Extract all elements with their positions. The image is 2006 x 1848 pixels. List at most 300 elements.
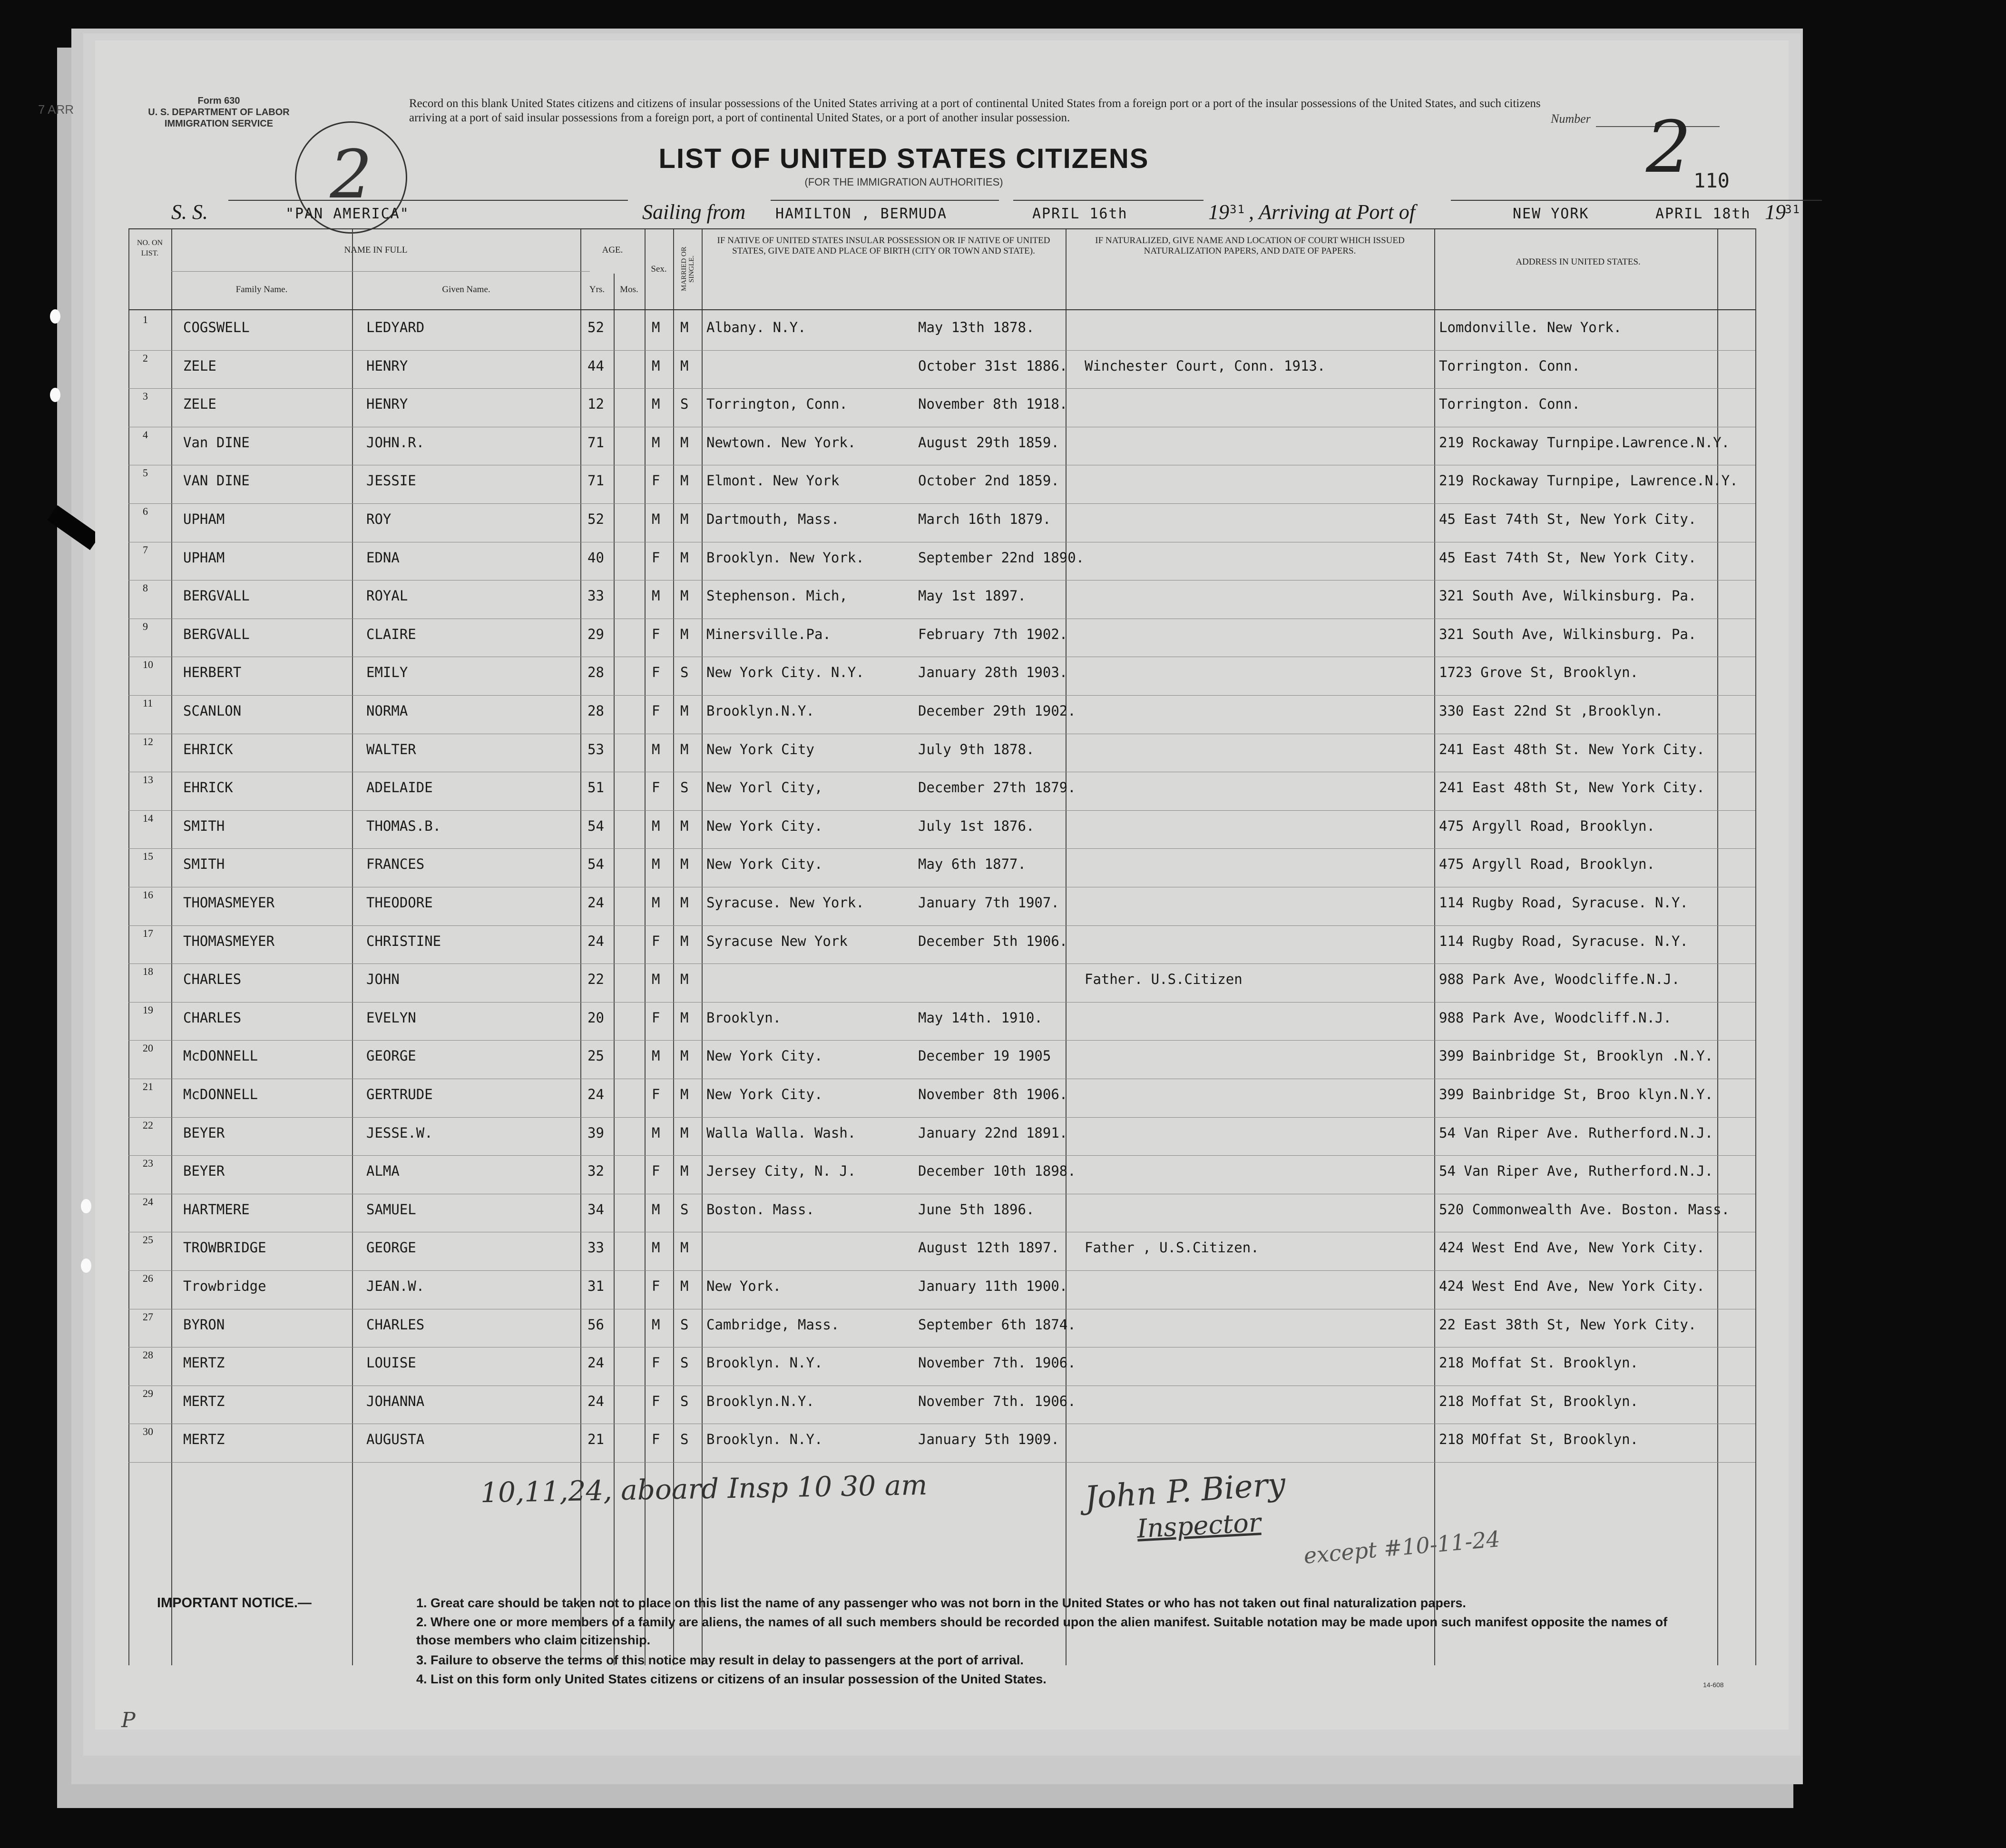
marital-status: M <box>680 895 689 911</box>
sex: F <box>652 933 660 949</box>
given-name: GEORGE <box>366 1048 416 1064</box>
birth-place: Brooklyn. <box>706 1009 782 1026</box>
given-name: AUGUSTA <box>366 1431 425 1448</box>
birth-place: New York City. N.Y. <box>706 664 864 681</box>
given-name: GEORGE <box>366 1239 416 1256</box>
table-row <box>128 580 1755 618</box>
table-top-rule <box>128 228 1755 229</box>
birth-date: December 10th 1898. <box>918 1163 1076 1180</box>
circled-mark: 2 <box>295 121 407 234</box>
sex: F <box>652 1009 660 1026</box>
birth-place: Stephenson. Mich, <box>706 588 848 604</box>
sex: F <box>652 1431 660 1448</box>
birth-place: Syracuse. New York. <box>706 895 864 911</box>
row-number: 3 <box>143 390 148 403</box>
given-name: JEAN.W. <box>366 1278 425 1294</box>
marital-status: M <box>680 817 689 834</box>
marital-status: M <box>680 511 689 527</box>
ss-label: S. S. <box>171 200 208 224</box>
marital-status: M <box>680 971 689 988</box>
punch-hole <box>81 1258 91 1273</box>
table-row <box>128 1232 1755 1270</box>
row-number: 10 <box>143 659 153 671</box>
sex: F <box>652 664 660 681</box>
col-header-given: Given Name. <box>442 285 490 295</box>
sailing-year-prefix: 19 <box>1208 200 1229 224</box>
marital-status: S <box>680 1431 689 1448</box>
sex: F <box>652 779 660 796</box>
family-name: COGSWELL <box>183 319 250 335</box>
birth-date: January 7th 1907. <box>918 895 1059 911</box>
given-name: HENRY <box>366 396 408 413</box>
table-row <box>128 1347 1755 1385</box>
family-name: BEYER <box>183 1124 225 1141</box>
birth-place: Brooklyn.N.Y. <box>706 703 814 719</box>
col-header-family: Family Name. <box>235 285 288 295</box>
age-years: 33 <box>587 1239 604 1256</box>
table-row <box>128 848 1755 886</box>
header-sub-rule <box>171 271 590 272</box>
address: 321 South Ave, Wilkinsburg. Pa. <box>1439 588 1697 604</box>
address: 988 Park Ave, Woodcliff.N.J. <box>1439 1009 1672 1026</box>
row-number: 25 <box>143 1234 153 1246</box>
family-name: SMITH <box>183 817 225 834</box>
col-header-age: AGE. <box>602 245 623 255</box>
given-name: SAMUEL <box>366 1201 416 1218</box>
sex: M <box>652 741 660 757</box>
table-row <box>128 1002 1755 1040</box>
marital-status: M <box>680 741 689 757</box>
table-row <box>128 1117 1755 1155</box>
family-name: HERBERT <box>183 664 242 681</box>
marital-status: M <box>680 434 689 451</box>
header-bottom-rule <box>128 309 1755 310</box>
family-name: ZELE <box>183 357 216 374</box>
age-years: 28 <box>587 664 604 681</box>
sailing-year: 31 <box>1230 203 1245 216</box>
notice-item-4: 4. List on this form only United States citizens or citizens of an insular possession of the United States. <box>416 1672 1047 1686</box>
marital-status: S <box>680 396 689 413</box>
sex: F <box>652 626 660 642</box>
marital-status: S <box>680 664 689 681</box>
row-number: 18 <box>143 965 153 978</box>
birth-date: July 9th 1878. <box>918 741 1035 757</box>
marital-status: M <box>680 1239 689 1256</box>
birth-date: January 22nd 1891. <box>918 1124 1068 1141</box>
form-header <box>147 95 290 129</box>
voyage-line <box>171 200 1801 228</box>
age-years: 51 <box>587 779 604 796</box>
age-years: 39 <box>587 1124 604 1141</box>
naturalization-info: Winchester Court, Conn. 1913. <box>1085 357 1326 374</box>
sex: M <box>652 856 660 873</box>
col-header-yrs: Yrs. <box>589 285 605 295</box>
age-years: 52 <box>587 319 604 335</box>
given-name: EDNA <box>366 549 400 566</box>
row-number: 22 <box>143 1119 153 1131</box>
sex: M <box>652 357 660 374</box>
table-row <box>128 657 1755 695</box>
row-number: 20 <box>143 1042 153 1054</box>
age-years: 25 <box>587 1048 604 1064</box>
table-row <box>128 1424 1755 1462</box>
marital-status: M <box>680 856 689 873</box>
family-name: MERTZ <box>183 1431 225 1448</box>
row-number: 1 <box>143 314 148 325</box>
birth-date: June 5th 1896. <box>918 1201 1035 1218</box>
birth-place: Walla Walla. Wash. <box>706 1124 856 1141</box>
birth-place: New York. <box>706 1278 782 1294</box>
table-row <box>128 312 1755 350</box>
birth-place: Minersville.Pa. <box>706 626 831 642</box>
col-header-mos: Mos. <box>620 285 638 295</box>
given-name: ADELAIDE <box>366 779 433 796</box>
sex: F <box>652 1086 660 1102</box>
given-name: ROYAL <box>366 588 408 604</box>
birth-date: December 29th 1902. <box>918 703 1076 719</box>
table-row <box>128 503 1755 541</box>
given-name: FRANCES <box>366 856 425 873</box>
row-number: 6 <box>143 505 148 517</box>
birth-date: July 1st 1876. <box>918 817 1035 834</box>
age-years: 24 <box>587 1393 604 1409</box>
sex: F <box>652 549 660 566</box>
given-name: HENRY <box>366 357 408 374</box>
table-row <box>128 1270 1755 1308</box>
address: 520 Commonwealth Ave. Boston. Mass. <box>1439 1201 1730 1218</box>
sex: M <box>652 396 660 413</box>
given-name: JESSIE <box>366 472 416 489</box>
birth-date: January 28th 1903. <box>918 664 1068 681</box>
given-name: JOHANNA <box>366 1393 425 1409</box>
birth-place: Newtown. New York. <box>706 434 856 451</box>
family-name: UPHAM <box>183 549 225 566</box>
sex: F <box>652 472 660 489</box>
col-divider <box>1755 228 1756 1665</box>
marital-status: M <box>680 588 689 604</box>
number-label: Number <box>1551 112 1591 126</box>
birth-place: New York City <box>706 741 814 757</box>
family-name: BYRON <box>183 1316 225 1333</box>
birth-date: May 6th 1877. <box>918 856 1026 873</box>
birth-place: Dartmouth, Mass. <box>706 511 840 527</box>
form-number: Form 630 <box>197 96 240 106</box>
table-row <box>128 1079 1755 1117</box>
birth-place: New York City. <box>706 1086 823 1102</box>
arrival-port: NEW YORK <box>1513 206 1589 222</box>
birth-place: Albany. N.Y. <box>706 319 806 335</box>
age-years: 31 <box>587 1278 604 1294</box>
sex: F <box>652 703 660 719</box>
punch-hole <box>50 309 60 324</box>
marital-status: M <box>680 1009 689 1026</box>
row-number: 30 <box>143 1425 153 1438</box>
row-number: 5 <box>143 467 148 479</box>
manifest-page <box>95 40 1801 1730</box>
table-row <box>128 542 1755 580</box>
marital-status: M <box>680 1086 689 1102</box>
address: 475 Argyll Road, Brooklyn. <box>1439 856 1655 873</box>
address: 219 Rockaway Turnpipe, Lawrence.N.Y. <box>1439 472 1738 489</box>
col-header-birth: IF NATIVE OF UNITED STATES INSULAR POSSESSION OR IF NATIVE OF UNITED STATES, GIVE DATE AND PLACE OF BIRTH (CITY OR TOWN AND STATE). <box>717 236 1050 256</box>
marital-status: M <box>680 626 689 642</box>
number-value: 2 <box>1646 106 1692 189</box>
arrival-date: APRIL 18th <box>1655 206 1751 222</box>
birth-date: May 1st 1897. <box>918 588 1026 604</box>
marital-status: S <box>680 1316 689 1333</box>
given-name: JOHN.R. <box>366 434 425 451</box>
table-row <box>128 695 1755 733</box>
birth-place: Elmont. New York <box>706 472 840 489</box>
address: 988 Park Ave, Woodcliffe.N.J. <box>1439 971 1680 988</box>
table-row <box>128 1040 1755 1078</box>
row-number: 7 <box>143 543 148 556</box>
sex: F <box>652 1163 660 1180</box>
address: 330 East 22nd St ,Brooklyn. <box>1439 703 1664 719</box>
marital-status: M <box>680 1048 689 1064</box>
age-years: 24 <box>587 1086 604 1102</box>
inspector-signature: John P. Biery <box>1083 1465 1287 1516</box>
given-name: THOMAS.B. <box>366 817 441 834</box>
col-header-naturalized: IF NATURALIZED, GIVE NAME AND LOCATION OF COURT WHICH ISSUED NATURALIZATION PAPERS, AND DATE OF PAPERS. <box>1095 236 1405 256</box>
family-name: Van DINE <box>183 434 250 451</box>
row-number: 2 <box>143 352 148 364</box>
address: 45 East 74th St, New York City. <box>1439 549 1697 566</box>
age-years: 29 <box>587 626 604 642</box>
given-name: THEODORE <box>366 895 433 911</box>
family-name: VAN DINE <box>183 472 250 489</box>
margin-mark-p: P <box>121 1708 136 1732</box>
sailing-label: Sailing from <box>642 200 746 224</box>
address: 475 Argyll Road, Brooklyn. <box>1439 817 1655 834</box>
sex: M <box>652 1124 660 1141</box>
address: 241 East 48th St. New York City. <box>1439 741 1705 757</box>
table-row <box>128 772 1755 810</box>
page-subtitle: (FOR THE IMMIGRATION AUTHORITIES) <box>804 176 1003 188</box>
table-row <box>128 1155 1755 1193</box>
notice-lead: IMPORTANT NOTICE.— <box>157 1595 312 1611</box>
birth-date: August 12th 1897. <box>918 1239 1059 1256</box>
age-years: 24 <box>587 933 604 949</box>
family-name: HARTMERE <box>183 1201 250 1218</box>
age-years: 22 <box>587 971 604 988</box>
family-name: BERGVALL <box>183 588 250 604</box>
marital-status: M <box>680 357 689 374</box>
sex: M <box>652 1048 660 1064</box>
age-years: 71 <box>587 434 604 451</box>
birth-date: October 31st 1886. <box>918 357 1068 374</box>
address: 114 Rugby Road, Syracuse. N.Y. <box>1439 895 1688 911</box>
row-number: 23 <box>143 1157 153 1170</box>
given-name: EMILY <box>366 664 408 681</box>
given-name: EVELYN <box>366 1009 416 1026</box>
notice-item-1: 1. Great care should be taken not to place on this list the name of any passenger who was not born in the United States or who has not taken out final naturalization papers. <box>416 1596 1466 1610</box>
address: 45 East 74th St, New York City. <box>1439 511 1697 527</box>
given-name: JESSE.W. <box>366 1124 433 1141</box>
address: 218 Moffat St, Brooklyn. <box>1439 1393 1639 1409</box>
ship-underline <box>228 200 628 201</box>
arrival-year: 31 <box>1785 203 1801 216</box>
age-years: 12 <box>587 396 604 413</box>
birth-date: January 5th 1909. <box>918 1431 1059 1448</box>
age-years: 40 <box>587 549 604 566</box>
address: 399 Bainbridge St, Brooklyn .N.Y. <box>1439 1048 1713 1064</box>
birth-date: December 19 1905 <box>918 1048 1051 1064</box>
marital-status: M <box>680 549 689 566</box>
family-name: THOMASMEYER <box>183 895 275 911</box>
col-header-no: NO. ON LIST. <box>137 239 163 257</box>
family-name: UPHAM <box>183 511 225 527</box>
family-name: CHARLES <box>183 971 242 988</box>
col-header-name: NAME IN FULL <box>344 245 408 255</box>
birth-date: November 8th 1906. <box>918 1086 1068 1102</box>
birth-date: November 8th 1918. <box>918 396 1068 413</box>
age-years: 54 <box>587 856 604 873</box>
sailing-date: APRIL 16th <box>1032 206 1128 222</box>
birth-place: New York City. <box>706 856 823 873</box>
address: 218 MOffat St, Brooklyn. <box>1439 1431 1639 1448</box>
naturalization-info: Father. U.S.Citizen <box>1085 971 1243 988</box>
row-number: 15 <box>143 850 153 863</box>
given-name: NORMA <box>366 703 408 719</box>
family-name: MERTZ <box>183 1355 225 1371</box>
row-number: 24 <box>143 1195 153 1208</box>
row-number: 26 <box>143 1272 153 1284</box>
form-code: 14-608 <box>1703 1681 1724 1689</box>
age-years: 56 <box>587 1316 604 1333</box>
family-name: BEYER <box>183 1163 225 1180</box>
sex: M <box>652 511 660 527</box>
given-name: CHRISTINE <box>366 933 441 949</box>
table-row <box>128 810 1755 848</box>
row-number: 14 <box>143 812 153 824</box>
except-note: except #10-11-24 <box>1302 1526 1501 1569</box>
sex: M <box>652 1239 660 1256</box>
arriving-label: , Arriving at Port of <box>1249 200 1415 224</box>
birth-place: Brooklyn.N.Y. <box>706 1393 814 1409</box>
given-name: JOHN <box>366 971 400 988</box>
marital-status: M <box>680 1278 689 1294</box>
row-number: 21 <box>143 1081 153 1092</box>
family-name: EHRICK <box>183 741 233 757</box>
marital-status: S <box>680 1201 689 1218</box>
birth-place: New York City. <box>706 817 823 834</box>
naturalization-info: Father , U.S.Citizen. <box>1085 1239 1259 1256</box>
marital-status: S <box>680 1393 689 1409</box>
family-name: Trowbridge <box>183 1278 266 1294</box>
address: 321 South Ave, Wilkinsburg. Pa. <box>1439 626 1697 642</box>
arrival-year-prefix: 19 <box>1765 200 1786 224</box>
side-tab-label: 7 ARR <box>38 102 74 117</box>
family-name: EHRICK <box>183 779 233 796</box>
address: 54 Van Riper Ave. Rutherford.N.J. <box>1439 1124 1713 1141</box>
row-number: 11 <box>143 697 153 709</box>
table-row <box>128 963 1755 1002</box>
marital-status: M <box>680 933 689 949</box>
family-name: MERTZ <box>183 1393 225 1409</box>
given-name: ROY <box>366 511 391 527</box>
birth-place: Torrington, Conn. <box>706 396 848 413</box>
marital-status: M <box>680 1124 689 1141</box>
birth-date: May 13th 1878. <box>918 319 1035 335</box>
address: 114 Rugby Road, Syracuse. N.Y. <box>1439 933 1688 949</box>
age-years: 71 <box>587 472 604 489</box>
address: 399 Bainbridge St, Broo klyn.N.Y. <box>1439 1086 1713 1102</box>
sex: M <box>652 434 660 451</box>
birth-date: February 7th 1902. <box>918 626 1068 642</box>
notice-item-2: 2. Where one or more members of a family are aliens, the names of all such members should be recorded upon the alien manifest. Suitable notation may be made upon such manifest opposite the names of those members who claim citizenship. <box>416 1615 1668 1647</box>
marital-status: M <box>680 703 689 719</box>
address: Lomdonville. New York. <box>1439 319 1622 335</box>
punch-hole <box>81 1199 91 1213</box>
sex: M <box>652 895 660 911</box>
address: 424 West End Ave, New York City. <box>1439 1239 1705 1256</box>
row-number: 29 <box>143 1387 153 1399</box>
family-name: BERGVALL <box>183 626 250 642</box>
table-row <box>128 1194 1755 1232</box>
age-years: 24 <box>587 1355 604 1371</box>
row-number: 19 <box>143 1003 153 1016</box>
row-number: 16 <box>143 889 153 901</box>
age-years: 52 <box>587 511 604 527</box>
birth-date: September 6th 1874. <box>918 1316 1076 1333</box>
row-number: 13 <box>143 774 153 786</box>
table-row <box>128 1386 1755 1424</box>
marital-status: S <box>680 1355 689 1371</box>
aboard-note: 10,11,24, aboard Insp 10 30 am <box>480 1468 928 1509</box>
given-name: CHARLES <box>366 1316 425 1333</box>
address: Torrington. Conn. <box>1439 357 1580 374</box>
family-name: McDONNELL <box>183 1048 258 1064</box>
given-name: GERTRUDE <box>366 1086 433 1102</box>
row-number: 8 <box>143 582 148 594</box>
given-name: CLAIRE <box>366 626 416 642</box>
birth-date: March 16th 1879. <box>918 511 1051 527</box>
sex: M <box>652 588 660 604</box>
family-name: THOMASMEYER <box>183 933 275 949</box>
row-number: 27 <box>143 1310 153 1323</box>
given-name: LEDYARD <box>366 319 425 335</box>
family-name: CHARLES <box>183 1009 242 1026</box>
row-number: 12 <box>143 735 153 747</box>
age-years: 54 <box>587 817 604 834</box>
port-underline <box>771 200 999 201</box>
address: 219 Rockaway Turnpipe.Lawrence.N.Y. <box>1439 434 1730 451</box>
passenger-table <box>128 228 1755 1665</box>
age-years: 32 <box>587 1163 604 1180</box>
age-years: 34 <box>587 1201 604 1218</box>
table-row <box>128 1309 1755 1347</box>
marital-status: S <box>680 779 689 796</box>
table-row <box>128 925 1755 963</box>
age-years: 53 <box>587 741 604 757</box>
age-years: 20 <box>587 1009 604 1026</box>
birth-place: Brooklyn. N.Y. <box>706 1431 823 1448</box>
row-number: 4 <box>143 428 148 441</box>
birth-date: August 29th 1859. <box>918 434 1059 451</box>
birth-place: Boston. Mass. <box>706 1201 814 1218</box>
age-years: 28 <box>587 703 604 719</box>
table-row <box>128 388 1755 426</box>
table-row <box>128 465 1755 503</box>
birth-date: September 22nd 1890. <box>918 549 1085 566</box>
birth-place: Brooklyn. New York. <box>706 549 864 566</box>
birth-place: New York City. <box>706 1048 823 1064</box>
sex: M <box>652 817 660 834</box>
notice-item-3: 3. Failure to observe the terms of this notice may result in delay to passengers at the port of arrival. <box>416 1653 1024 1667</box>
address: Torrington. Conn. <box>1439 396 1580 413</box>
sex: F <box>652 1278 660 1294</box>
